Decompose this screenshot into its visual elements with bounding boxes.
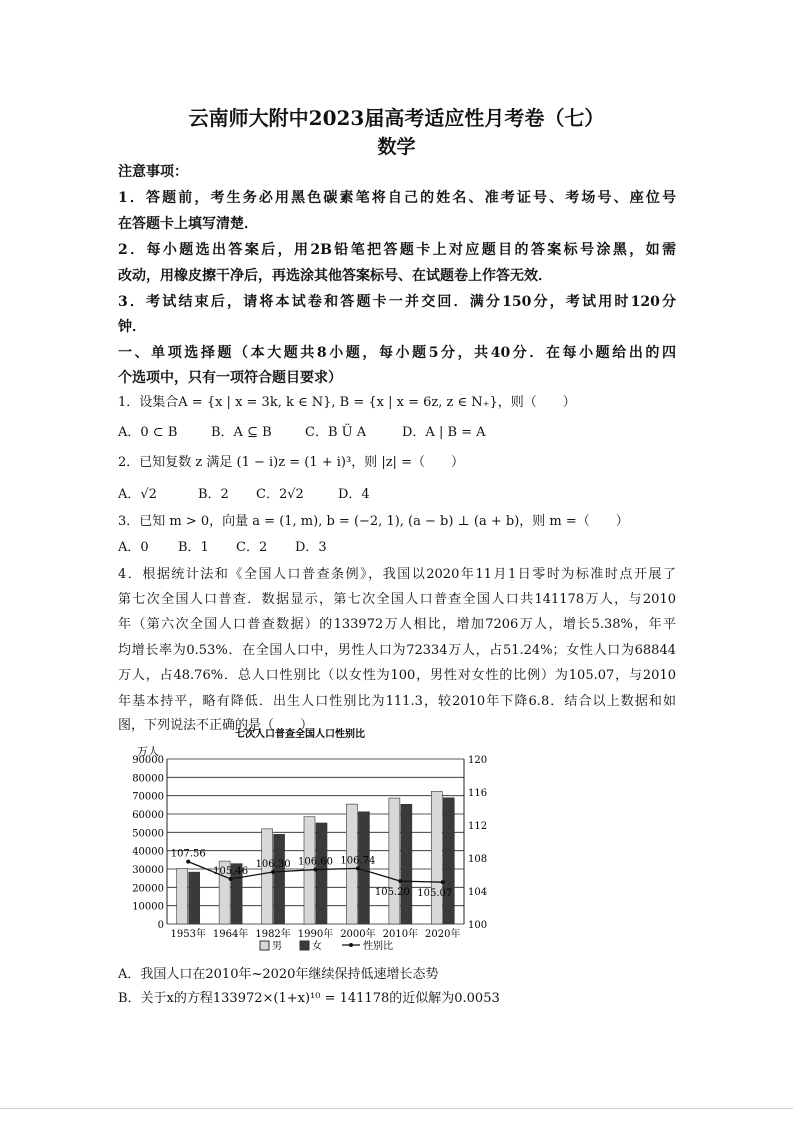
y2-tick-label: 104	[468, 887, 488, 898]
y-tick-label: 60000	[132, 810, 164, 821]
legend-swatch-male	[260, 941, 269, 950]
question-1-stem: 1．设集合A = {x | x = 3k, k ∈ N}, B = {x | x = 6z, z ∈ N₊}，则（ ）	[118, 395, 576, 410]
legend-label-male: 男	[272, 941, 282, 952]
question-4-line: 万人，占48.76%．总人口性别比（以女性为100，男性对女性的比例）为105.07，与2010	[118, 668, 676, 683]
sex-ratio-label: 106.74	[340, 855, 376, 867]
option-d: D．3	[295, 540, 327, 555]
option-a: A．0	[118, 540, 149, 555]
sex-ratio-point	[314, 868, 318, 872]
sex-ratio-label: 105.20	[374, 887, 410, 899]
notice-line: 1．答题前，考生务必用黑色碳素笔将自己的姓名、准考证号、考场号、座位号	[118, 190, 676, 206]
option-b: B．2	[198, 487, 229, 502]
sex-ratio-label: 106.30	[255, 859, 291, 871]
page-bottom-divider	[0, 1108, 793, 1109]
bar-female	[358, 812, 369, 924]
option-b: B．1	[178, 540, 209, 555]
sex-ratio-point	[441, 880, 445, 884]
option-c: C．2√2	[256, 487, 304, 502]
bar-male	[431, 791, 442, 924]
question-4-line: 年（第六次全国人口普查数据）的133972万人相比，增加7206万人，增长5.38%，年平	[118, 617, 676, 632]
sex-ratio-point	[186, 860, 190, 864]
exam-title: 云南师大附中2023届高考适应性月考卷（七）	[188, 106, 605, 130]
bar-female	[274, 834, 285, 924]
y2-tick-label: 116	[468, 788, 488, 799]
x-tick-label: 2020年	[425, 929, 461, 940]
bar-female	[189, 872, 200, 924]
y2-tick-label: 120	[468, 755, 488, 766]
question-3-stem: 3．已知 m > 0，向量 a = (1, m), b = (−2, 1), (a − b) ⊥ (a + b)，则 m =（ ）	[118, 514, 629, 529]
bar-female	[401, 804, 412, 924]
question-4-line: 第七次全国人口普查．数据显示，第七次全国人口普查全国人口共141178万人，与2010	[118, 592, 676, 607]
x-tick-label: 2000年	[340, 929, 376, 940]
notice-line: 在答题卡上填写清楚．	[118, 216, 258, 232]
notice-line: 2．每小题选出答案后，用2B铅笔把答题卡上对应题目的答案标号涂黑，如需	[118, 242, 676, 258]
question-4-line: 4．根据统计法和《全国人口普查条例》，我国以2020年11月1日零时为标准时点开展了	[118, 567, 676, 582]
y2-tick-label: 108	[468, 854, 488, 865]
sex-ratio-label: 105.46	[213, 865, 249, 877]
y-tick-label: 30000	[132, 865, 164, 876]
bar-female	[443, 798, 454, 924]
y-tick-label: 10000	[132, 901, 164, 913]
y-axis-label: 万人	[137, 745, 159, 758]
option-c: C．2	[236, 540, 268, 555]
question-4-option-a: A．我国人口在2010年~2020年继续保持低速增长态势	[118, 967, 439, 982]
y-tick-label: 50000	[132, 828, 164, 840]
bar-male	[389, 798, 400, 924]
legend-label-female: 女	[312, 941, 322, 952]
sex-ratio-point	[356, 866, 360, 870]
y-tick-label: 70000	[132, 791, 164, 803]
population-sex-ratio-chart	[110, 725, 490, 965]
section-heading: 个选项中，只有一项符合题目要求）	[118, 370, 342, 386]
sex-ratio-point	[229, 877, 233, 881]
sex-ratio-point	[271, 870, 275, 874]
sex-ratio-label: 106.60	[298, 856, 333, 868]
sex-ratio-label: 105.07	[417, 888, 453, 900]
sex-ratio-point	[398, 879, 402, 883]
notice-line: 改动，用橡皮擦干净后，再选涂其他答案标号、在试题卷上作答无效．	[118, 268, 552, 284]
option-a: A．0 ⊂ B	[118, 425, 178, 440]
legend-label-sex-ratio: 性别比	[363, 941, 393, 952]
notice-line: 3．考试结束后，请将本试卷和答题卡一并交回．满分150分，考试用时120分	[118, 294, 676, 310]
question-4-line: 年基本持平，略有降低．出生人口性别比为111.3，较2010年下降6.8．结合以上数据和如	[118, 694, 676, 709]
y-tick-label: 0	[157, 920, 164, 931]
option-d: D．4	[338, 487, 370, 502]
bar-male	[177, 869, 188, 924]
x-tick-label: 1953年	[170, 929, 206, 940]
y2-tick-label: 112	[468, 821, 488, 832]
notice-line: 钟．	[118, 319, 146, 335]
chart-title: 七次人口普查全国人口性别比	[235, 729, 365, 740]
question-4-line: 均增长率为0.53%．在全国人口中，男性人口为72334万人，占51.24%；女性人口为68844	[118, 643, 676, 658]
legend-marker-sex-ratio	[349, 943, 353, 947]
question-2-stem: 2．已知复数 z 满足 (1 − i)z = (1 + i)³，则 |z| =（ ）	[118, 455, 464, 470]
x-tick-label: 2010年	[382, 929, 419, 940]
y-tick-label: 90000	[132, 755, 164, 766]
bar-female	[316, 823, 327, 924]
option-b: B．A ⊆ B	[211, 425, 272, 440]
y-tick-label: 40000	[132, 846, 164, 858]
section-heading: 一、单项选择题（本大题共8小题，每小题5分，共40分．在每小题给出的四	[118, 345, 676, 361]
x-tick-label: 1982年	[255, 929, 291, 940]
y2-tick-label: 100	[468, 920, 488, 931]
y-tick-label: 80000	[132, 773, 164, 785]
legend-swatch-female	[300, 941, 309, 950]
y-tick-label: 20000	[132, 883, 164, 895]
bar-male	[262, 829, 273, 924]
sex-ratio-label: 107.56	[170, 848, 206, 860]
question-4-line: 图，下列说法不正确的是（ ）	[118, 718, 314, 733]
option-c: C．B Ü A	[305, 425, 367, 440]
notice-heading: 注意事项：	[118, 164, 188, 180]
x-tick-label: 1964年	[212, 929, 249, 940]
option-d: D．A | B = A	[402, 425, 486, 440]
question-4-option-b: B．关于x的方程133972×(1+x)¹⁰ = 141178的近似解为0.0053	[118, 991, 500, 1006]
option-a: A．√2	[118, 487, 157, 502]
x-tick-label: 1990年	[297, 929, 334, 940]
subject-title: 数学	[377, 136, 416, 158]
